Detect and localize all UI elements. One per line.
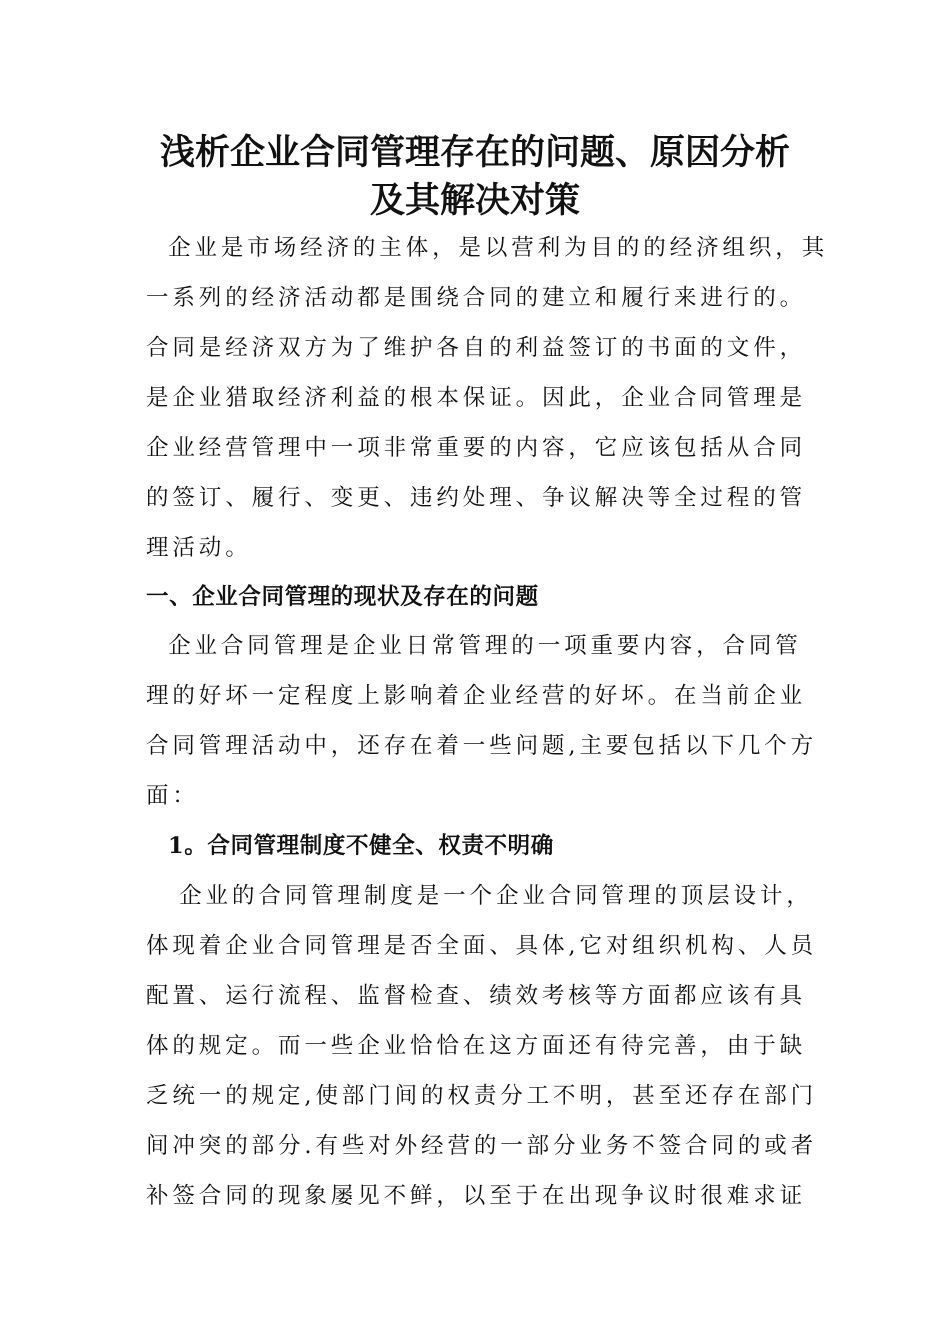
paragraph-line: 企业是市场经济的主体，是以营利为目的的经济组织，其 (146, 235, 829, 261)
paragraph-line: 合同是经济双方为了维护各自的利益签订的书面的文件， (146, 335, 807, 361)
paragraph-line: 企业经营管理中一项非常重要的内容，它应该包括从合同 (146, 435, 807, 461)
paragraph-line: 理的好坏一定程度上影响着企业经营的好坏。在当前企业 (146, 683, 807, 709)
paragraph-line: 体现着企业合同管理是否全面、具体,它对组织机构、人员 (146, 933, 818, 959)
section-heading-1: 一、企业合同管理的现状及存在的问题 (146, 584, 539, 610)
section-1-paragraph (146, 621, 818, 821)
subsection-1-paragraph (146, 871, 818, 1221)
document-title-line-1: 浅析企业合同管理存在的问题、原因分析 (159, 132, 790, 173)
paragraph-line: 面： (146, 783, 199, 809)
paragraph-line: 企业合同管理是企业日常管理的一项重要内容，合同管 (146, 633, 802, 659)
paragraph-line: 配置、运行流程、监督检查、绩效考核等方面都应该有具 (146, 983, 807, 1009)
paragraph-line: 一系列的经济活动都是围绕合同的建立和履行来进行的。 (146, 285, 807, 311)
paragraph-line: 是企业猎取经济利益的根本保证。因此，企业合同管理是 (146, 385, 807, 411)
paragraph-line: 补签合同的现象屡见不鲜，以至于在出现争议时很难求证 (146, 1183, 807, 1209)
paragraph-line: 合同管理活动中，还存在着一些问题,主要包括以下几个方 (146, 733, 818, 759)
paragraph-line: 间冲突的部分.有些对外经营的一部分业务不签合同的或者 (146, 1133, 818, 1159)
document-title-line-2: 及其解决对策 (369, 180, 580, 221)
intro-paragraph (146, 223, 829, 573)
subsection-heading-1: 1。合同管理制度不健全、权责不明确 (168, 833, 554, 859)
paragraph-line: 体的规定。而一些企业恰恰在这方面还有待完善，由于缺 (146, 1033, 807, 1059)
paragraph-line: 的签订、履行、变更、违约处理、争议解决等全过程的管 (146, 485, 807, 511)
paragraph-line: 企业的合同管理制度是一个企业合同管理的顶层设计， (146, 883, 813, 909)
paragraph-line: 理活动。 (146, 535, 252, 561)
paragraph-line: 乏统一的规定,使部门间的权责分工不明，甚至还存在部门 (146, 1083, 818, 1109)
